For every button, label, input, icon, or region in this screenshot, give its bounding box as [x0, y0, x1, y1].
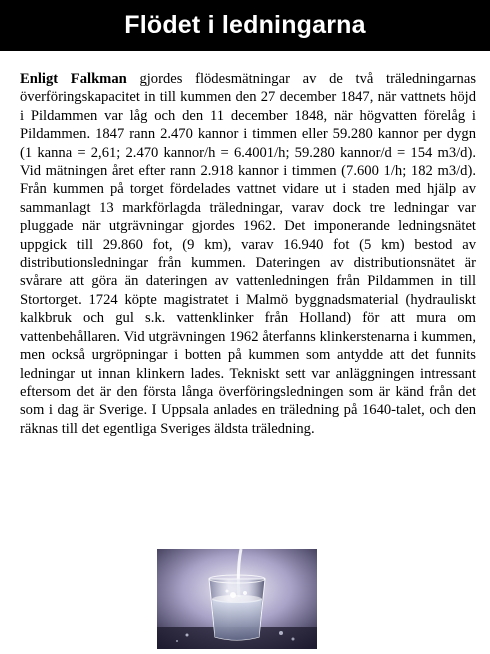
water-glass-icon [157, 549, 317, 649]
page-title: Flödet i ledningarna [124, 11, 366, 39]
article-lead: Enligt Falkman [20, 71, 127, 87]
water-glass-photo [157, 549, 317, 649]
article-body [20, 70, 476, 438]
page-header [0, 0, 490, 51]
article-text: gjordes flödesmätningar av de två träledningarnas överföringskapacitet in till kummen den 27 december 1847, när vattnets höjd i Pildammen var låg och den 11 december 1848, när högvatten förelåg i Pildammen. 1847 rann 2.470 kannor i timmen eller 59.280 kannor per dygn (1 kanna = 2,61; 2.470 kannor/h = 6.4001/h; 59.280 kannor/d = 154 m3/d). Vid mätningen året efter rann 2.918 kannor i timmen (7.600 1/h; 182 m3/d). Från kummen på torget fördelades vattnet vidare ut i staden med hjälp av sammanlagt 13 markförlagda träledningar, varav dock tre ledningar var pluggade när utgrävningar gjordes 1962. Det imponerande ledningsnätet uppgick till 29.860 fot, (9 km), varav 16.940 fot (5 km) bestod av distributionsledningar från kummen. Dateringen av distributionsnätet är svårare att göra än dateringen av vattenledningen från Pildammen in till Stortorget. 1724 köpte magistratet i Malmö byggnadsmaterial (hydrauliskt kalkbruk och gul s.k. vattenklinker från Holland) för att mura om vattenbehållaren. Vid utgrävningen 1962 återfanns klinkerstenarna i kummen, men också urgröpningar i botten på kummen som antydde att det funnits ledningar ut innan klinkern lades. Tekniskt sett var anläggningen intressant eftersom det är den första långa överföringsledningen som är känd från det som i dag är Sverige. I Uppsala anlades en träledning på 1640-talet, och den räknas till det egentliga Sveriges äldsta träledning. [20, 71, 476, 437]
article-paragraph [20, 70, 476, 438]
